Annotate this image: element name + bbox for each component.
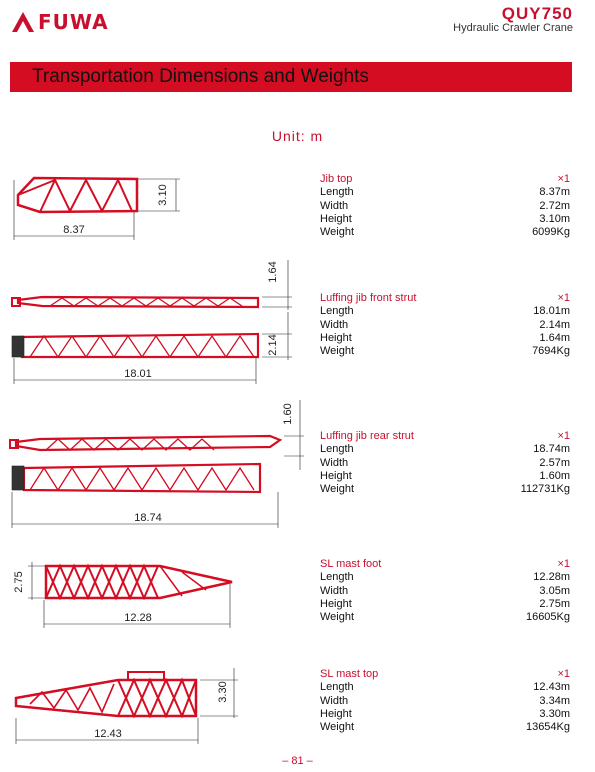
logo-text: FUWA (38, 10, 109, 34)
spec-value: 2.75m (539, 597, 570, 610)
spec-label: Height (320, 331, 352, 344)
front-strut-width-label: 2.14 (267, 334, 279, 356)
jib-top-truss (18, 178, 137, 212)
rear-strut-length-label: 18.74 (134, 512, 162, 524)
spec-value: 7694Kg (532, 345, 570, 358)
spec-value: 1.60m (539, 469, 570, 482)
front-strut-side-view (12, 334, 258, 357)
rear-strut-side-view (12, 464, 260, 492)
spec-value: 3.05m (539, 584, 570, 597)
spec-name: Jib top (320, 173, 353, 185)
spec-label: Weight (320, 226, 355, 239)
spec-label: Height (320, 597, 352, 610)
spec-label: Weight (320, 611, 355, 624)
spec-qty: ×1 (557, 173, 570, 185)
rear-strut-top-view (10, 436, 280, 450)
spec-label: Length (320, 681, 354, 694)
page-number: – 81 – (282, 755, 313, 767)
spec-qty: ×1 (557, 292, 570, 304)
mast-top-height-label: 3.30 (217, 681, 229, 703)
spec-name: SL mast foot (320, 558, 382, 570)
spec-name: Luffing jib front strut (320, 292, 417, 304)
spec-label: Length (320, 443, 354, 456)
spec-label: Height (320, 707, 352, 720)
spec-value: 6099Kg (532, 226, 570, 239)
spec-label: Width (320, 456, 349, 469)
spec-value: 12.43m (533, 681, 570, 694)
rear-strut-height-label: 1.60 (282, 403, 294, 425)
spec-value: 112731Kg (520, 483, 570, 496)
front-strut-height-label: 1.64 (267, 261, 279, 283)
mast-foot-truss (46, 566, 232, 598)
rear-strut-drawing (10, 400, 304, 528)
spec-value: 1.64m (539, 331, 570, 344)
jib-top-height-label: 3.10 (157, 184, 169, 206)
spec-value: 3.34m (539, 694, 570, 707)
front-strut-length-label: 18.01 (124, 368, 152, 380)
spec-value: 8.37m (539, 186, 570, 199)
spec-label: Weight (320, 483, 355, 496)
mast-top-drawing (16, 668, 238, 744)
jib-top-drawing (14, 178, 180, 240)
front-strut-drawing (12, 260, 292, 384)
front-strut-top-view (12, 297, 258, 307)
spec-label: Height (320, 212, 352, 225)
spec-mast-top (320, 668, 570, 734)
spec-label: Length (320, 305, 354, 318)
spec-label: Width (320, 584, 349, 597)
spec-jib-top (320, 173, 570, 239)
spec-value: 3.10m (539, 212, 570, 225)
spec-qty: ×1 (557, 558, 570, 570)
spec-value: 2.14m (539, 318, 570, 331)
spec-label: Width (320, 694, 349, 707)
model-subtitle: Hydraulic Crawler Crane (453, 22, 573, 34)
spec-value: 3.30m (539, 707, 570, 720)
spec-label: Height (320, 469, 352, 482)
spec-name: Luffing jib rear strut (320, 430, 414, 442)
spec-value: 18.74m (533, 443, 570, 456)
mast-top-truss (16, 672, 196, 716)
mast-top-length-label: 12.43 (94, 728, 122, 740)
model-name: QUY750 (501, 4, 573, 23)
spec-label: Width (320, 318, 349, 331)
spec-value: 2.72m (539, 199, 570, 212)
spec-label: Length (320, 571, 354, 584)
spec-value: 13654Kg (525, 721, 570, 734)
spec-value: 2.57m (539, 456, 570, 469)
jib-top-length-label: 8.37 (63, 224, 85, 236)
spec-value: 18.01m (533, 305, 570, 318)
spec-mast-foot (320, 558, 570, 624)
mast-foot-height-label: 2.75 (13, 571, 25, 593)
spec-front-strut (320, 292, 570, 358)
spec-value: 16605Kg (525, 611, 570, 624)
unit-label: Unit: m (271, 128, 324, 144)
spec-qty: ×1 (557, 668, 570, 680)
spec-qty: ×1 (557, 430, 570, 442)
spec-value: 12.28m (533, 571, 570, 584)
mast-foot-length-label: 12.28 (124, 612, 152, 624)
spec-label: Weight (320, 345, 355, 358)
spec-label: Weight (320, 721, 355, 734)
spec-name: SL mast top (320, 668, 379, 680)
spec-label: Length (320, 186, 354, 199)
section-banner: Transportation Dimensions and Weights (10, 62, 572, 92)
spec-label: Width (320, 199, 349, 212)
spec-rear-strut (320, 430, 570, 496)
